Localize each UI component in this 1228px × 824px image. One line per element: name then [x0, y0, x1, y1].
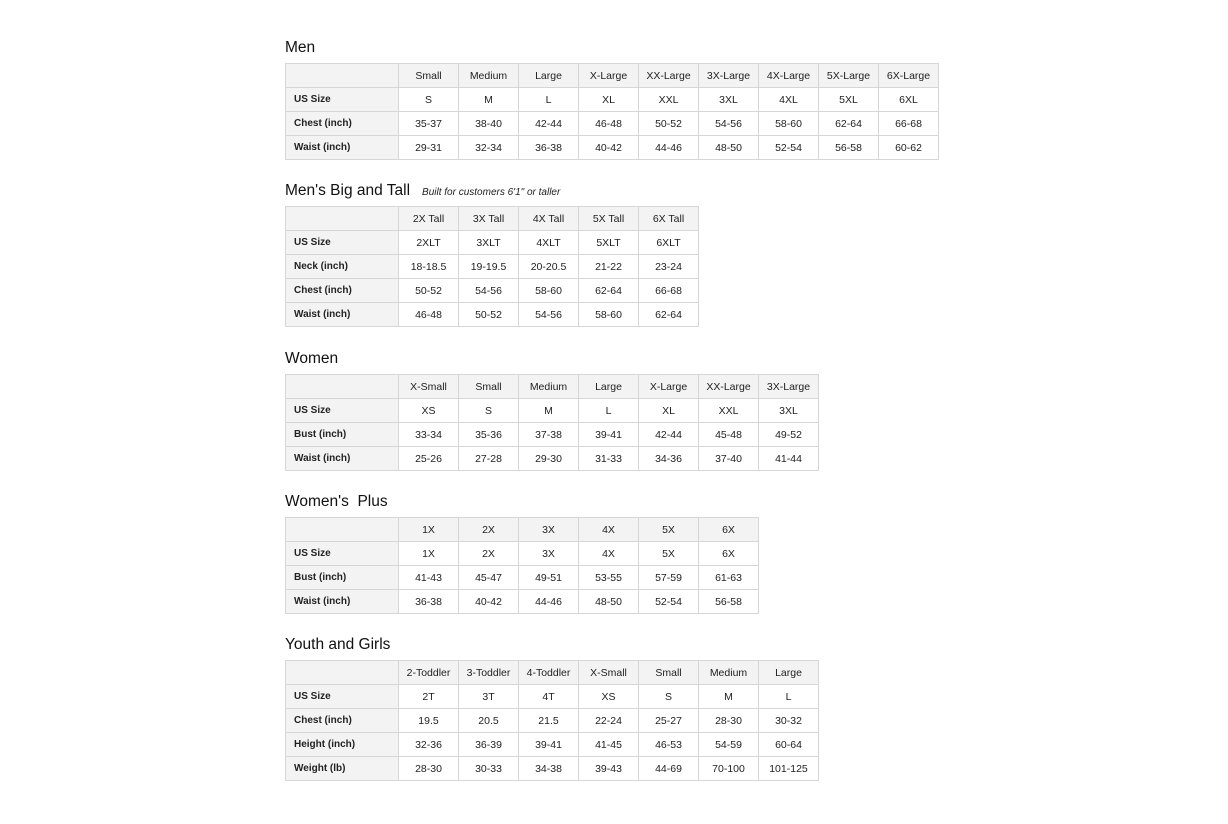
table-cell: 3XL: [699, 88, 759, 112]
table-cell: 61-63: [699, 566, 759, 590]
table-cell: 40-42: [459, 590, 519, 614]
section-title: Women: [285, 350, 339, 367]
row-label: US Size: [286, 685, 399, 709]
table-cell: 42-44: [639, 423, 699, 447]
table-cell: 48-50: [579, 590, 639, 614]
table-cell: 44-46: [519, 590, 579, 614]
table-cell: 3X: [519, 542, 579, 566]
table-cell: 54-59: [699, 733, 759, 757]
row-label: Waist (inch): [286, 303, 399, 327]
column-header: 2-Toddler: [399, 661, 459, 685]
column-header: 4X-Large: [759, 64, 819, 88]
table-row: [286, 136, 939, 160]
row-label: US Size: [286, 399, 399, 423]
column-header: 3X: [519, 518, 579, 542]
table-cell: 52-54: [759, 136, 819, 160]
column-header: 4X Tall: [519, 207, 579, 231]
table-cell: 19.5: [399, 709, 459, 733]
table-cell: 53-55: [579, 566, 639, 590]
table-cell: 52-54: [639, 590, 699, 614]
table-row: [286, 757, 819, 781]
table-cell: 35-36: [459, 423, 519, 447]
header-row: [286, 518, 759, 542]
table-cell: 48-50: [699, 136, 759, 160]
table-row: [286, 399, 819, 423]
table-cell: 54-56: [519, 303, 579, 327]
table-cell: S: [639, 685, 699, 709]
table-cell: 34-36: [639, 447, 699, 471]
womens-plus-table: [285, 517, 759, 614]
table-cell: 32-34: [459, 136, 519, 160]
column-header: Large: [759, 661, 819, 685]
table-row: [286, 685, 819, 709]
table-cell: 29-30: [519, 447, 579, 471]
column-header: XX-Large: [699, 375, 759, 399]
table-row: [286, 447, 819, 471]
table-cell: 5XLT: [579, 231, 639, 255]
table-cell: 37-38: [519, 423, 579, 447]
table-cell: 5XL: [819, 88, 879, 112]
row-label: Height (inch): [286, 733, 399, 757]
table-cell: 27-28: [459, 447, 519, 471]
corner-cell: [286, 661, 399, 685]
header-row: [286, 207, 699, 231]
header-row: [286, 661, 819, 685]
table-cell: 66-68: [639, 279, 699, 303]
row-label: US Size: [286, 231, 399, 255]
table-row: [286, 590, 759, 614]
table-cell: 30-33: [459, 757, 519, 781]
table-cell: 44-69: [639, 757, 699, 781]
table-cell: 21.5: [519, 709, 579, 733]
table-cell: 39-41: [519, 733, 579, 757]
column-header: Large: [519, 64, 579, 88]
table-cell: 41-44: [759, 447, 819, 471]
column-header: Large: [579, 375, 639, 399]
row-label: Waist (inch): [286, 447, 399, 471]
table-row: [286, 709, 819, 733]
table-cell: 23-24: [639, 255, 699, 279]
table-cell: 3T: [459, 685, 519, 709]
column-header: X-Small: [399, 375, 459, 399]
column-header: 4-Toddler: [519, 661, 579, 685]
column-header: 2X Tall: [399, 207, 459, 231]
table-cell: 4T: [519, 685, 579, 709]
header-row: [286, 64, 939, 88]
table-cell: 32-36: [399, 733, 459, 757]
table-cell: 44-46: [639, 136, 699, 160]
table-cell: 31-33: [579, 447, 639, 471]
mens-big-tall-table: [285, 206, 699, 327]
table-cell: 4XLT: [519, 231, 579, 255]
table-cell: 6XL: [879, 88, 939, 112]
header-row: [286, 375, 819, 399]
table-row: [286, 231, 699, 255]
table-cell: 46-48: [399, 303, 459, 327]
table-cell: 21-22: [579, 255, 639, 279]
table-cell: 58-60: [759, 112, 819, 136]
column-header: 4X: [579, 518, 639, 542]
table-cell: 42-44: [519, 112, 579, 136]
table-cell: 25-26: [399, 447, 459, 471]
table-cell: M: [519, 399, 579, 423]
section-title: Youth and Girls: [285, 636, 391, 653]
table-cell: 46-48: [579, 112, 639, 136]
table-cell: 62-64: [579, 279, 639, 303]
column-header: 1X: [399, 518, 459, 542]
table-cell: XS: [399, 399, 459, 423]
table-cell: 101-125: [759, 757, 819, 781]
column-header: Medium: [459, 64, 519, 88]
table-cell: 4X: [579, 542, 639, 566]
column-header: 2X: [459, 518, 519, 542]
table-cell: 50-52: [399, 279, 459, 303]
section-title: Men: [285, 39, 316, 56]
table-cell: 3XLT: [459, 231, 519, 255]
table-row: [286, 88, 939, 112]
mens-big-tall-section: [285, 182, 699, 327]
men-size-table: [285, 63, 939, 160]
youth-girls-section: [285, 636, 819, 781]
youth-girls-table: [285, 660, 819, 781]
table-cell: 28-30: [399, 757, 459, 781]
table-cell: S: [399, 88, 459, 112]
men-size-section: [285, 39, 939, 160]
womens-plus-section: [285, 493, 759, 614]
table-cell: 58-60: [579, 303, 639, 327]
table-cell: 5X: [639, 542, 699, 566]
row-label: Chest (inch): [286, 709, 399, 733]
women-size-section: [285, 350, 819, 471]
table-cell: 6X: [699, 542, 759, 566]
table-cell: 22-24: [579, 709, 639, 733]
table-cell: 41-45: [579, 733, 639, 757]
table-cell: 50-52: [459, 303, 519, 327]
table-cell: 54-56: [699, 112, 759, 136]
table-cell: 62-64: [639, 303, 699, 327]
table-cell: S: [459, 399, 519, 423]
corner-cell: [286, 375, 399, 399]
table-cell: 2X: [459, 542, 519, 566]
table-cell: 46-53: [639, 733, 699, 757]
corner-cell: [286, 64, 399, 88]
column-header: 6X Tall: [639, 207, 699, 231]
column-header: X-Large: [639, 375, 699, 399]
corner-cell: [286, 518, 399, 542]
table-cell: 54-56: [459, 279, 519, 303]
table-cell: 38-40: [459, 112, 519, 136]
table-cell: 19-19.5: [459, 255, 519, 279]
table-cell: 3XL: [759, 399, 819, 423]
row-label: Waist (inch): [286, 590, 399, 614]
column-header: 3X-Large: [699, 64, 759, 88]
table-cell: L: [759, 685, 819, 709]
table-cell: XL: [579, 88, 639, 112]
table-cell: 45-48: [699, 423, 759, 447]
women-size-table: [285, 374, 819, 471]
table-row: [286, 279, 699, 303]
table-row: [286, 303, 699, 327]
table-cell: XL: [639, 399, 699, 423]
column-header: Medium: [519, 375, 579, 399]
table-cell: 29-31: [399, 136, 459, 160]
table-cell: 50-52: [639, 112, 699, 136]
table-cell: 39-41: [579, 423, 639, 447]
row-label: US Size: [286, 542, 399, 566]
column-header: 5X-Large: [819, 64, 879, 88]
section-title: Women's Plus: [285, 493, 388, 510]
table-row: [286, 566, 759, 590]
table-cell: 20-20.5: [519, 255, 579, 279]
table-cell: 39-43: [579, 757, 639, 781]
table-cell: 34-38: [519, 757, 579, 781]
table-cell: XXL: [699, 399, 759, 423]
column-header: X-Small: [579, 661, 639, 685]
table-cell: 62-64: [819, 112, 879, 136]
table-row: [286, 423, 819, 447]
table-cell: 4XL: [759, 88, 819, 112]
column-header: 5X: [639, 518, 699, 542]
row-label: US Size: [286, 88, 399, 112]
row-label: Chest (inch): [286, 279, 399, 303]
row-label: Bust (inch): [286, 423, 399, 447]
table-cell: 41-43: [399, 566, 459, 590]
table-cell: 33-34: [399, 423, 459, 447]
table-cell: M: [459, 88, 519, 112]
table-cell: 40-42: [579, 136, 639, 160]
table-cell: 57-59: [639, 566, 699, 590]
table-cell: 20.5: [459, 709, 519, 733]
table-cell: M: [699, 685, 759, 709]
table-cell: 58-60: [519, 279, 579, 303]
row-label: Neck (inch): [286, 255, 399, 279]
table-cell: 36-38: [399, 590, 459, 614]
row-label: Weight (lb): [286, 757, 399, 781]
table-cell: 56-58: [699, 590, 759, 614]
table-cell: 1X: [399, 542, 459, 566]
table-cell: L: [579, 399, 639, 423]
table-cell: 60-64: [759, 733, 819, 757]
table-cell: 36-38: [519, 136, 579, 160]
table-cell: 2T: [399, 685, 459, 709]
section-note: Built for customers 6'1" or taller: [422, 187, 561, 198]
table-row: [286, 112, 939, 136]
table-cell: 30-32: [759, 709, 819, 733]
table-row: [286, 255, 699, 279]
row-label: Waist (inch): [286, 136, 399, 160]
table-cell: XXL: [639, 88, 699, 112]
table-cell: 35-37: [399, 112, 459, 136]
table-cell: XS: [579, 685, 639, 709]
column-header: XX-Large: [639, 64, 699, 88]
table-cell: 6XLT: [639, 231, 699, 255]
section-title: Men's Big and Tall: [285, 182, 411, 199]
table-cell: 66-68: [879, 112, 939, 136]
table-cell: 36-39: [459, 733, 519, 757]
table-cell: 70-100: [699, 757, 759, 781]
column-header: Small: [639, 661, 699, 685]
table-cell: 37-40: [699, 447, 759, 471]
column-header: Small: [399, 64, 459, 88]
table-row: [286, 542, 759, 566]
column-header: X-Large: [579, 64, 639, 88]
table-cell: 49-51: [519, 566, 579, 590]
table-cell: 18-18.5: [399, 255, 459, 279]
column-header: 3X-Large: [759, 375, 819, 399]
column-header: 5X Tall: [579, 207, 639, 231]
table-cell: 28-30: [699, 709, 759, 733]
column-header: 6X-Large: [879, 64, 939, 88]
table-cell: 56-58: [819, 136, 879, 160]
column-header: Medium: [699, 661, 759, 685]
column-header: 3X Tall: [459, 207, 519, 231]
table-cell: 45-47: [459, 566, 519, 590]
row-label: Chest (inch): [286, 112, 399, 136]
column-header: 6X: [699, 518, 759, 542]
table-row: [286, 733, 819, 757]
column-header: 3-Toddler: [459, 661, 519, 685]
table-cell: 25-27: [639, 709, 699, 733]
column-header: Small: [459, 375, 519, 399]
table-cell: 2XLT: [399, 231, 459, 255]
corner-cell: [286, 207, 399, 231]
table-cell: L: [519, 88, 579, 112]
row-label: Bust (inch): [286, 566, 399, 590]
table-cell: 49-52: [759, 423, 819, 447]
table-cell: 60-62: [879, 136, 939, 160]
